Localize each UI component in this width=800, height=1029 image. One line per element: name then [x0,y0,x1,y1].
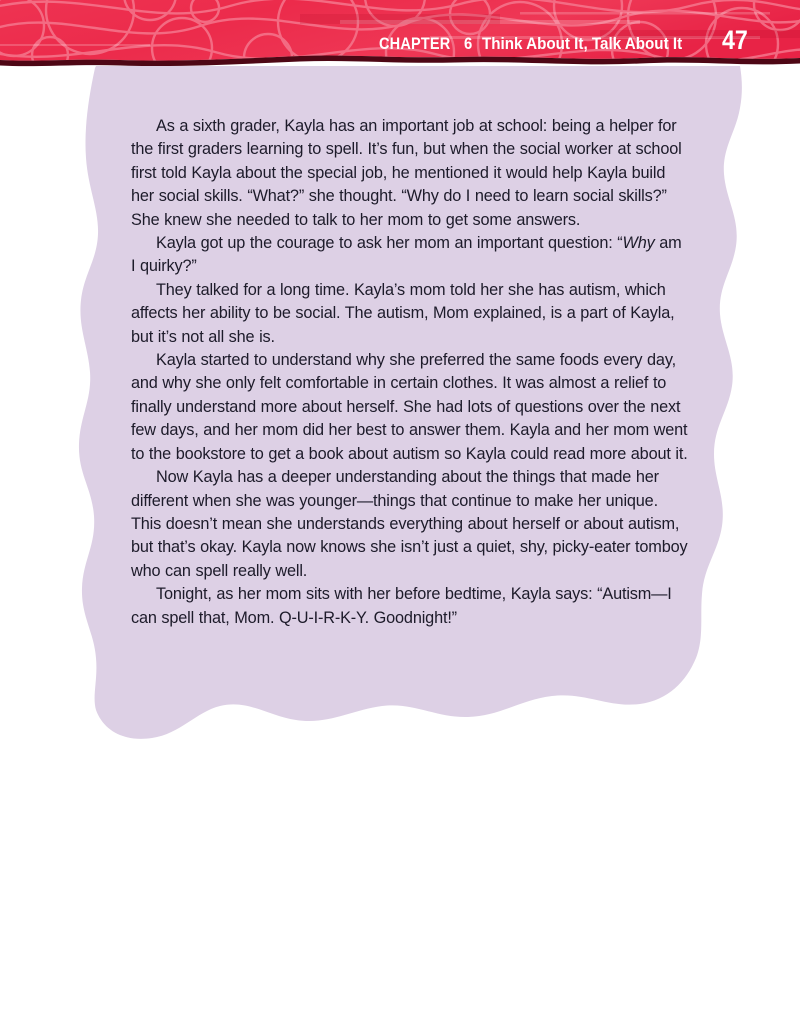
body-text-run: am I quirky?” [131,234,682,276]
chapter-number: 6 [464,35,473,53]
page-number: 47 [721,25,748,55]
body-text-run: They talked for a long time. Kayla’s mom told her she has autism, which affects her ability to be social. The autism, Mom explained, is a part of Kayla, but it’s not all she is. [131,280,675,346]
para-6 [131,583,689,630]
body-text-run: Kayla started to understand why she preferred the same foods every day, and why she only felt comfortable in certain clothes. It was almost a relief to finally understand more about herself. She had lots of questions over the next few days, and her mom did her best to answer them. Kayla and her mom went to the bookstore to get a book about autism so Kayla could read more about it. [131,351,688,463]
para-4 [131,349,689,466]
para-3 [131,279,689,349]
para-5 [131,466,689,583]
body-text-run: Now Kayla has a deeper understanding about the things that made her different when she was younger—things that continue to make her unique. This doesn’t mean she understands everything about herself or about autism, but that’s okay. Kayla now knows she isn’t just a quiet, shy, picky-eater tomboy who can spell really well. [131,468,688,580]
body-text-run: Kayla got up the courage to ask her mom an important question: “ [156,234,623,253]
chapter-label: CHAPTER [379,35,451,53]
para-2 [131,232,689,279]
emphasized-text: Why [622,234,655,253]
chapter-header-text [379,27,752,54]
body-text-run: Tonight, as her mom sits with her before bedtime, Kayla says: “Autism—I can spell that, Mom. Q-U-I-R-K-Y. Goodnight!” [131,585,672,627]
chapter-title: Think About It, Talk About It [482,35,683,53]
para-1 [131,115,689,232]
body-text-run: As a sixth grader, Kayla has an important job at school: being a helper for the first graders learning to spell. It’s fun, but when the social worker at school first told Kayla about the special job, he mentioned it would help Kayla build her social skills. “What?” she thought. “Why do I need to learn social skills?” She knew she needed to talk to her mom to get some answers. [131,117,682,229]
story-text-block [131,115,689,630]
